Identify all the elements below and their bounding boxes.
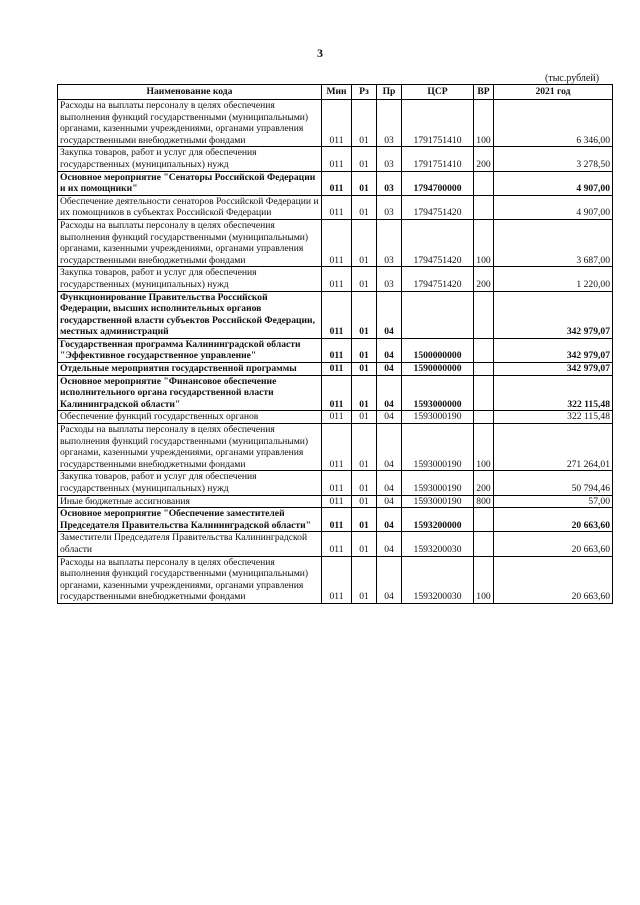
table-row xyxy=(58,100,613,147)
cell-rz: 01 xyxy=(352,532,377,556)
cell-vr: 100 xyxy=(474,219,494,266)
cell-vr xyxy=(474,363,494,376)
cell-min: 011 xyxy=(322,171,352,195)
header-name: Наименование кода xyxy=(58,85,322,100)
cell-pr: 03 xyxy=(377,267,402,291)
cell-rz: 01 xyxy=(352,171,377,195)
cell-min: 011 xyxy=(322,424,352,471)
cell-name: Расходы на выплаты персоналу в целях обеспечения выполнения функций государственными (муниципальными) органами, казенными учреждениями, органами управления государственными внебюджетными фондами xyxy=(58,424,322,471)
table-row xyxy=(58,495,613,508)
cell-name: Основное мероприятие "Обеспечение заместителей Председателя Правительства Калининградской области" xyxy=(58,508,322,532)
cell-sum: 20 663,60 xyxy=(494,532,613,556)
cell-sum: 4 907,00 xyxy=(494,195,613,219)
table-row xyxy=(58,508,613,532)
cell-name: Основное мероприятие "Сенаторы Российской Федерации и их помощники" xyxy=(58,171,322,195)
table-header-row xyxy=(58,85,613,100)
cell-vr xyxy=(474,508,494,532)
cell-sum: 342 979,07 xyxy=(494,338,613,362)
table-row xyxy=(58,363,613,376)
cell-sum: 20 663,60 xyxy=(494,508,613,532)
cell-pr: 04 xyxy=(377,471,402,495)
cell-csr: 1794751420 xyxy=(402,195,474,219)
cell-min: 011 xyxy=(322,471,352,495)
units-label: (тыс.рублей) xyxy=(545,73,600,84)
cell-rz: 01 xyxy=(352,219,377,266)
cell-min: 011 xyxy=(322,556,352,603)
cell-name: Заместители Председателя Правительства Калининградской области xyxy=(58,532,322,556)
cell-min: 011 xyxy=(322,100,352,147)
cell-vr: 200 xyxy=(474,471,494,495)
cell-rz: 01 xyxy=(352,147,377,171)
cell-pr: 04 xyxy=(377,363,402,376)
table-row xyxy=(58,219,613,266)
cell-vr: 200 xyxy=(474,267,494,291)
cell-name: Иные бюджетные ассигнования xyxy=(58,495,322,508)
cell-rz: 01 xyxy=(352,363,377,376)
cell-rz: 01 xyxy=(352,508,377,532)
cell-min: 011 xyxy=(322,508,352,532)
cell-sum: 57,00 xyxy=(494,495,613,508)
cell-min: 011 xyxy=(322,495,352,508)
cell-csr: 1593000190 xyxy=(402,495,474,508)
cell-min: 011 xyxy=(322,219,352,266)
table-row xyxy=(58,195,613,219)
cell-pr: 03 xyxy=(377,219,402,266)
cell-name: Закупка товаров, работ и услуг для обеспечения государственных (муниципальных) нужд xyxy=(58,471,322,495)
cell-pr: 03 xyxy=(377,100,402,147)
cell-rz: 01 xyxy=(352,338,377,362)
table-row xyxy=(58,532,613,556)
cell-csr: 1794751420 xyxy=(402,267,474,291)
cell-name: Расходы на выплаты персоналу в целях обеспечения выполнения функций государственными (муниципальными) органами, казенными учреждениями, органами управления государственными внебюджетными фондами xyxy=(58,219,322,266)
cell-csr: 1791751410 xyxy=(402,100,474,147)
cell-rz: 01 xyxy=(352,495,377,508)
cell-csr: 1593000190 xyxy=(402,471,474,495)
cell-min: 011 xyxy=(322,147,352,171)
cell-sum: 322 115,48 xyxy=(494,411,613,424)
cell-rz: 01 xyxy=(352,424,377,471)
cell-name: Закупка товаров, работ и услуг для обеспечения государственных (муниципальных) нужд xyxy=(58,147,322,171)
cell-vr: 800 xyxy=(474,495,494,508)
table-row xyxy=(58,291,613,338)
cell-vr xyxy=(474,532,494,556)
cell-min: 011 xyxy=(322,411,352,424)
table-row xyxy=(58,471,613,495)
cell-sum: 3 687,00 xyxy=(494,219,613,266)
cell-csr: 1593200000 xyxy=(402,508,474,532)
cell-name: Основное мероприятие "Финансовое обеспечение исполнительного органа государственной власти Калининградской области" xyxy=(58,375,322,411)
cell-min: 011 xyxy=(322,363,352,376)
cell-pr: 04 xyxy=(377,338,402,362)
page-number: 3 xyxy=(317,46,323,60)
cell-min: 011 xyxy=(322,532,352,556)
header-year: 2021 год xyxy=(494,85,613,100)
cell-rz: 01 xyxy=(352,267,377,291)
cell-csr: 1593000190 xyxy=(402,424,474,471)
cell-vr: 100 xyxy=(474,424,494,471)
cell-pr: 03 xyxy=(377,171,402,195)
cell-csr: 1593000190 xyxy=(402,411,474,424)
table-row xyxy=(58,171,613,195)
cell-min: 011 xyxy=(322,291,352,338)
cell-vr xyxy=(474,411,494,424)
cell-name: Расходы на выплаты персоналу в целях обеспечения выполнения функций государственными (муниципальными) органами, казенными учреждениями, органами управления государственными внебюджетными фондами xyxy=(58,100,322,147)
table-row xyxy=(58,556,613,603)
header-vr: ВР xyxy=(474,85,494,100)
header-min: Мин xyxy=(322,85,352,100)
cell-pr: 04 xyxy=(377,291,402,338)
cell-rz: 01 xyxy=(352,100,377,147)
cell-vr xyxy=(474,291,494,338)
cell-vr: 100 xyxy=(474,100,494,147)
cell-rz: 01 xyxy=(352,411,377,424)
cell-csr: 1791751410 xyxy=(402,147,474,171)
cell-min: 011 xyxy=(322,338,352,362)
table-row xyxy=(58,338,613,362)
table-row xyxy=(58,147,613,171)
table-row xyxy=(58,411,613,424)
cell-pr: 04 xyxy=(377,424,402,471)
cell-min: 011 xyxy=(322,375,352,411)
table-row xyxy=(58,375,613,411)
cell-name: Функционирование Правительства Российской Федерации, высших исполнительных органов государственной власти субъектов Российской Федерации, местных администраций xyxy=(58,291,322,338)
cell-pr: 04 xyxy=(377,495,402,508)
cell-csr: 1593200030 xyxy=(402,556,474,603)
cell-min: 011 xyxy=(322,195,352,219)
cell-vr xyxy=(474,195,494,219)
table-row xyxy=(58,267,613,291)
cell-csr: 1593200030 xyxy=(402,532,474,556)
cell-rz: 01 xyxy=(352,291,377,338)
header-csr: ЦСР xyxy=(402,85,474,100)
cell-vr: 200 xyxy=(474,147,494,171)
cell-sum: 342 979,07 xyxy=(494,291,613,338)
cell-sum: 342 979,07 xyxy=(494,363,613,376)
cell-pr: 03 xyxy=(377,195,402,219)
cell-sum: 1 220,00 xyxy=(494,267,613,291)
cell-csr xyxy=(402,291,474,338)
cell-name: Отдельные мероприятия государственной программы xyxy=(58,363,322,376)
cell-csr: 1590000000 xyxy=(402,363,474,376)
cell-rz: 01 xyxy=(352,195,377,219)
cell-csr: 1794751420 xyxy=(402,219,474,266)
cell-csr: 1794700000 xyxy=(402,171,474,195)
cell-name: Государственная программа Калининградской области "Эффективное государственное управление" xyxy=(58,338,322,362)
table-row xyxy=(58,424,613,471)
cell-pr: 04 xyxy=(377,556,402,603)
cell-sum: 271 264,01 xyxy=(494,424,613,471)
cell-pr: 04 xyxy=(377,532,402,556)
cell-name: Обеспечение деятельности сенаторов Российской Федерации и их помощников в субъектах Российской Федерации xyxy=(58,195,322,219)
budget-table xyxy=(57,84,613,604)
cell-vr xyxy=(474,375,494,411)
cell-vr: 100 xyxy=(474,556,494,603)
table-body xyxy=(58,100,613,604)
cell-pr: 03 xyxy=(377,147,402,171)
cell-vr xyxy=(474,338,494,362)
cell-pr: 04 xyxy=(377,375,402,411)
cell-sum: 6 346,00 xyxy=(494,100,613,147)
cell-sum: 322 115,48 xyxy=(494,375,613,411)
cell-csr: 1593000000 xyxy=(402,375,474,411)
cell-rz: 01 xyxy=(352,556,377,603)
cell-min: 011 xyxy=(322,267,352,291)
cell-rz: 01 xyxy=(352,375,377,411)
cell-name: Закупка товаров, работ и услуг для обеспечения государственных (муниципальных) нужд xyxy=(58,267,322,291)
header-pr: Пр xyxy=(377,85,402,100)
cell-rz: 01 xyxy=(352,471,377,495)
cell-sum: 20 663,60 xyxy=(494,556,613,603)
cell-csr: 1500000000 xyxy=(402,338,474,362)
cell-sum: 4 907,00 xyxy=(494,171,613,195)
cell-pr: 04 xyxy=(377,508,402,532)
cell-name: Расходы на выплаты персоналу в целях обеспечения выполнения функций государственными (муниципальными) органами, казенными учреждениями, органами управления государственными внебюджетными фондами xyxy=(58,556,322,603)
cell-name: Обеспечение функций государственных органов xyxy=(58,411,322,424)
cell-sum: 3 278,50 xyxy=(494,147,613,171)
cell-pr: 04 xyxy=(377,411,402,424)
cell-vr xyxy=(474,171,494,195)
header-rz: Рз xyxy=(352,85,377,100)
cell-sum: 50 794,46 xyxy=(494,471,613,495)
